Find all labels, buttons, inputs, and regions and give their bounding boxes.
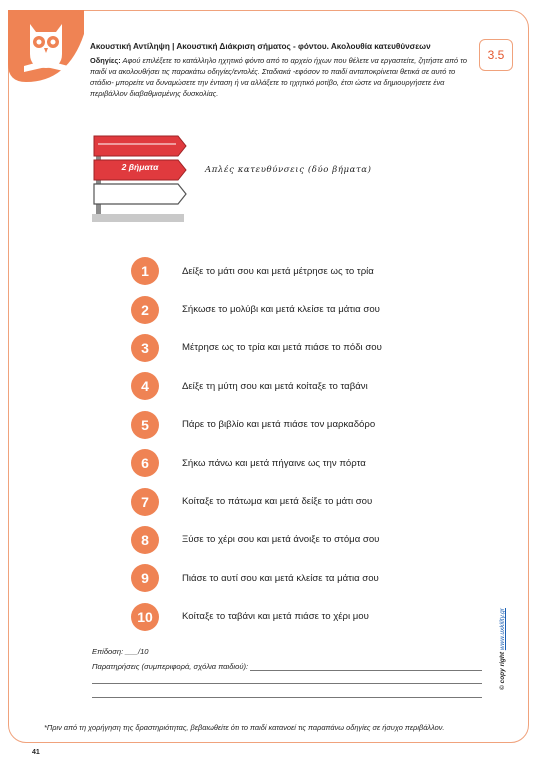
item-number-badge: 7	[131, 488, 159, 516]
direction-item	[131, 598, 451, 636]
direction-item	[131, 406, 451, 444]
item-number-badge: 6	[131, 449, 159, 477]
footnote: *Πριν από τη χορήγηση της δραστηριότητας, βεβαιωθείτε ότι το παιδί κατανοεί τις παραπάνω οδηγίες σε ήσυχο περιβάλλον.	[44, 723, 445, 732]
direction-item	[131, 329, 451, 367]
item-text: Δείξε τη μύτη σου και μετά κοίταξε το ταβάνι	[182, 380, 368, 392]
sign-caption: Απλές κατευθύνσεις (δύο βήματα)	[205, 165, 372, 175]
notes-line	[92, 683, 482, 684]
direction-item	[131, 252, 451, 290]
activity-code-badge: 3.5	[479, 39, 513, 71]
direction-sign-icon	[92, 132, 192, 227]
notes-line	[92, 697, 482, 698]
direction-item	[131, 559, 451, 597]
item-text: Μέτρησε ως το τρία και μετά πιάσε το πόδι σου	[182, 342, 382, 354]
item-number-badge: 3	[131, 334, 159, 362]
score-field: Επίδοση: ___/10	[92, 647, 149, 656]
item-number-badge: 1	[131, 257, 159, 285]
notes-line	[250, 662, 482, 671]
page-title: Ακουστική Αντίληψη | Ακουστική Διάκριση σήματος - φόντου. Ακολουθία κατευθύνσεων	[90, 42, 431, 51]
copyright	[499, 608, 506, 690]
page-number: 41	[32, 749, 40, 756]
instructions-label: Οδηγίες:	[90, 56, 121, 65]
copyright-link[interactable]: www.uxkility.gr	[499, 608, 506, 651]
direction-item	[131, 521, 451, 559]
direction-item	[131, 444, 451, 482]
copyright-label: © copy right	[499, 651, 506, 690]
item-text: Πάρε το βιβλίο και μετά πιάσε τον μαρκαδόρο	[182, 419, 376, 431]
instructions-text: Αφού επιλέξετε το κατάλληλο ηχητικό φόντο από το αρχείο ήχων που θέλετε να εργαστείτε, ζητήστε από το παιδί να ακολουθήσει τις παρακάτω οδηγίες/εντολές. Σταδιακά -εφόσον το παιδί ανταποκρίνεται θετικά σε αυτό το στάδιο- μπορείτε να δυναμώσετε την ένταση ή να αλλάξετε το ηχητικό μοτίβο, έτσι ώστε να δημιουργήσετε ένα περιβάλλον διαβαθμισμένης δυσκολίας.	[90, 56, 467, 98]
item-number-badge: 8	[131, 526, 159, 554]
item-text: Κοίταξε το πάτωμα και μετά δείξε το μάτι σου	[182, 496, 373, 508]
item-number-badge: 4	[131, 372, 159, 400]
item-text: Δείξε το μάτι σου και μετά μέτρησε ως το τρία	[182, 265, 374, 277]
direction-item	[131, 290, 451, 328]
direction-item	[131, 482, 451, 520]
direction-item	[131, 367, 451, 405]
item-text: Ξύσε το χέρι σου και μετά άνοιξε το στόμα σου	[182, 534, 380, 546]
item-text: Κοίταξε το ταβάνι και μετά πιάσε το χέρι μου	[182, 611, 369, 623]
item-number-badge: 10	[131, 603, 159, 631]
item-number-badge: 5	[131, 411, 159, 439]
item-number-badge: 9	[131, 564, 159, 592]
sign-label: 2 βήματα	[121, 162, 159, 172]
item-number-badge: 2	[131, 296, 159, 324]
item-text: Σήκω πάνω και μετά πήγαινε ως την πόρτα	[182, 457, 366, 469]
owl-logo-icon	[8, 10, 84, 82]
notes-label: Παρατηρήσεις (συμπεριφορά, σχόλια παιδιού):	[92, 662, 249, 671]
item-text: Σήκωσε το μολύβι και μετά κλείσε τα μάτια σου	[182, 304, 380, 316]
notes-field	[92, 662, 482, 671]
directions-list	[131, 252, 451, 636]
instructions	[90, 55, 468, 99]
item-text: Πιάσε το αυτί σου και μετά κλείσε τα μάτια σου	[182, 572, 379, 584]
